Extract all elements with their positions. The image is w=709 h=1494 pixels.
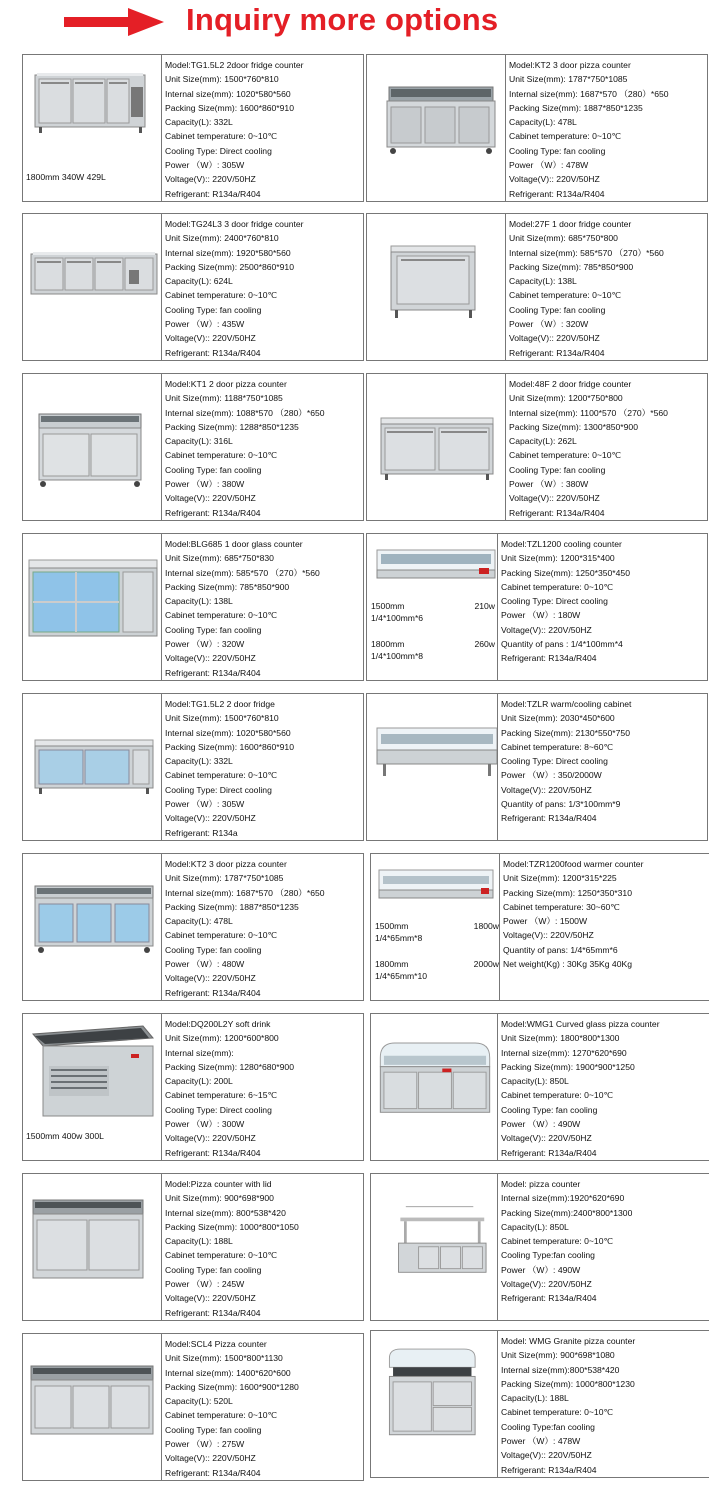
spec-model: Model:TZLR warm/cooling cabinet <box>501 699 632 709</box>
spec-line: Packing Size(mm): 1288*850*1235 <box>165 421 299 432</box>
option-power: 1800w <box>473 921 499 931</box>
spec-line: Internal size(mm): 800*538*420 <box>165 1207 286 1218</box>
spec-line: Capacity(L): 262L <box>509 436 577 447</box>
arrow-right-icon <box>64 8 164 36</box>
spec-line: Voltage(V):: 220V/50HZ <box>501 1133 592 1144</box>
spec-line: Power （W）: 300W <box>165 1119 245 1130</box>
spec-line: Capacity(L): 138L <box>509 276 577 287</box>
spec-list <box>161 214 304 360</box>
spec-line: Refrigerant: R134a/R404 <box>509 188 605 199</box>
spec-line: Voltage(V):: 220V/50HZ <box>165 1293 256 1304</box>
spec-line: Unit Size(mm): 1200*315*400 <box>501 553 615 564</box>
spec-model: Model:KT2 3 door pizza counter <box>165 859 287 869</box>
spec-line: Packing Size(mm): 785*850*900 <box>509 261 634 272</box>
spec-line: Internal size(mm): 1020*580*560 <box>165 727 291 738</box>
spec-line: Cabinet temperature: 0~10℃ <box>165 131 278 142</box>
spec-list <box>161 374 325 520</box>
spec-line: Unit Size(mm): 1200*315*225 <box>503 873 617 884</box>
spec-line: Power （W）: 478W <box>501 1436 581 1447</box>
spec-line: Packing Size(mm): 1600*860*910 <box>165 102 294 113</box>
spec-line: Voltage(V):: 220V/50HZ <box>501 624 592 635</box>
product-image <box>373 1178 497 1290</box>
spec-line: Voltage(V):: 220V/50HZ <box>165 653 256 664</box>
product-card[interactable] <box>22 533 364 681</box>
spec-line: Power （W）: 245W <box>165 1279 245 1290</box>
spec-line: Cooling Type: Direct cooling <box>165 145 272 156</box>
product-image <box>25 59 161 171</box>
product-image <box>25 1178 161 1290</box>
spec-line: Quantity of pans: 1/4*65mm*6 <box>503 944 618 955</box>
spec-line: Packing Size(mm): 1887*850*1235 <box>509 102 643 113</box>
spec-line: Capacity(L): 850L <box>501 1221 569 1232</box>
spec-line: Capacity(L): 200L <box>165 1076 233 1087</box>
spec-line: Cabinet temperature: 0~10℃ <box>501 581 614 592</box>
spec-line: Power （W）: 490W <box>501 1264 581 1275</box>
spec-line: Cabinet temperature: 0~10℃ <box>509 290 622 301</box>
spec-line: Unit Size(mm): 900*698*900 <box>165 1193 274 1204</box>
option-length: 1500mm <box>375 921 409 931</box>
spec-line: Voltage(V):: 220V/50HZ <box>509 174 600 185</box>
spec-model: Model:27F 1 door fridge counter <box>509 219 632 229</box>
spec-line: Voltage(V):: 220V/50HZ <box>509 493 600 504</box>
spec-line: Voltage(V):: 220V/50HZ <box>501 1450 592 1461</box>
spec-line: Packing Size(mm): 1600*860*910 <box>165 741 294 752</box>
spec-line: Cooling Type: Direct cooling <box>165 1104 272 1115</box>
spec-line: Internal size(mm): 1100*570 （270）*560 <box>509 407 668 418</box>
spec-list <box>505 214 664 360</box>
option-pans: 1/4*65mm*8 <box>375 933 423 943</box>
product-card[interactable] <box>22 853 364 1001</box>
spec-line: Power （W）: 435W <box>165 319 245 330</box>
spec-line: Refrigerant: R134a/R404 <box>165 1467 261 1478</box>
spec-line: Power （W）: 480W <box>165 959 245 970</box>
spec-line: Cooling Type: fan cooling <box>165 944 262 955</box>
option-length: 1800mm <box>371 639 405 649</box>
spec-list <box>497 1174 632 1320</box>
spec-line: Packing Size(mm): 1250*350*310 <box>503 887 632 898</box>
spec-line: Cabinet temperature: 0~10℃ <box>165 1410 278 1421</box>
spec-line: Cabinet temperature: 0~10℃ <box>165 1250 278 1261</box>
product-image <box>373 858 509 914</box>
spec-line: Capacity(L): 332L <box>165 756 233 767</box>
spec-line: Voltage(V):: 220V/50HZ <box>165 174 256 185</box>
spec-list <box>497 1331 635 1477</box>
spec-line: Cooling Type:fan cooling <box>501 1421 595 1432</box>
spec-line: Cabinet temperature: 0~10℃ <box>165 290 278 301</box>
spec-line: Cooling Type: fan cooling <box>509 145 606 156</box>
spec-line: Power （W）: 180W <box>501 610 581 621</box>
spec-line: Power （W）: 350/2000W <box>501 770 602 781</box>
spec-line: Quantity of pans : 1/4*100mm*4 <box>501 639 623 650</box>
spec-model: Model:Pizza counter with lid <box>165 1179 272 1189</box>
spec-line: Voltage(V):: 220V/50HZ <box>165 333 256 344</box>
spec-line: Refrigerant: R134a/R404 <box>509 507 605 518</box>
product-card[interactable] <box>366 54 708 202</box>
spec-line: Cooling Type: fan cooling <box>165 1424 262 1435</box>
page-header <box>0 0 709 44</box>
spec-line: Capacity(L): 188L <box>165 1236 233 1247</box>
spec-line: Cooling Type: fan cooling <box>509 304 606 315</box>
product-image <box>373 1335 497 1447</box>
spec-line: Packing Size(mm): 1600*900*1280 <box>165 1381 299 1392</box>
product-image <box>25 218 161 330</box>
spec-line: Unit Size(mm): 685*750*800 <box>509 233 618 244</box>
spec-line: Packing Size(mm):2400*800*1300 <box>501 1207 633 1218</box>
spec-model: Model:BLG685 1 door glass counter <box>165 539 303 549</box>
option-row <box>375 920 499 932</box>
spec-line: Unit Size(mm): 900*698*1080 <box>501 1350 615 1361</box>
spec-line: Refrigerant: R134a/R404 <box>165 987 261 998</box>
spec-list <box>497 694 631 840</box>
spec-line: Internal size(mm): 1687*570 （280）*650 <box>509 88 669 99</box>
spec-line: Power （W）: 305W <box>165 160 245 171</box>
spec-line: Unit Size(mm): 1800*800*1300 <box>501 1033 620 1044</box>
spec-list <box>161 1174 299 1320</box>
spec-line: Packing Size(mm): 2130*550*750 <box>501 727 630 738</box>
spec-line: Unit Size(mm): 1500*760*810 <box>165 713 279 724</box>
product-image <box>25 698 161 810</box>
option-row <box>371 600 495 612</box>
product-card[interactable] <box>366 373 708 521</box>
product-card[interactable] <box>370 1173 709 1321</box>
spec-line: Voltage(V):: 220V/50HZ <box>165 493 256 504</box>
product-image <box>369 59 505 171</box>
spec-line: Refrigerant: R134a/R404 <box>501 813 597 824</box>
spec-list <box>161 854 325 1000</box>
option-length: 1800mm <box>375 959 409 969</box>
product-caption: 1500mm 400w 300L <box>26 1131 104 1141</box>
spec-model: Model:TZL1200 cooling counter <box>501 539 622 549</box>
product-card[interactable] <box>22 1173 364 1321</box>
spec-line: Cooling Type: fan cooling <box>509 464 606 475</box>
spec-line: Cooling Type: fan cooling <box>165 464 262 475</box>
product-image <box>373 1018 497 1130</box>
spec-line: Refrigerant: R134a/R404 <box>509 347 605 358</box>
spec-line: Refrigerant: R134a/R404 <box>501 653 597 664</box>
spec-line: Unit Size(mm): 1787*750*1085 <box>165 873 284 884</box>
spec-line: Packing Size(mm): 1300*850*900 <box>509 421 638 432</box>
page-title[interactable]: Inquiry more options <box>186 2 499 37</box>
product-image <box>25 858 161 970</box>
spec-line: Cooling Type: fan cooling <box>165 624 262 635</box>
spec-line: Net weight(Kg) : 30Kg 35Kg 40Kg <box>503 959 632 970</box>
spec-line: Refrigerant: R134a/R404 <box>501 1464 597 1475</box>
spec-list <box>161 694 294 840</box>
spec-line: Cabinet temperature: 0~10℃ <box>509 450 622 461</box>
spec-line: Packing Size(mm): 785*850*900 <box>165 581 290 592</box>
spec-line: Refrigerant: R134a/R404 <box>165 347 261 358</box>
spec-line: Internal size(mm): 1270*620*690 <box>501 1047 627 1058</box>
spec-model: Model: WMG Granite pizza counter <box>501 1336 636 1346</box>
spec-line: Capacity(L): 316L <box>165 436 233 447</box>
spec-list <box>505 55 669 201</box>
product-card[interactable] <box>370 1013 709 1161</box>
spec-line: Refrigerant: R134a/R404 <box>165 188 261 199</box>
spec-line: Unit Size(mm): 1188*750*1085 <box>165 393 283 404</box>
option-length: 1500mm <box>371 601 405 611</box>
spec-line: Internal size(mm): 1400*620*600 <box>165 1367 291 1378</box>
spec-line: Capacity(L): 520L <box>165 1396 233 1407</box>
option-list <box>371 600 495 662</box>
spec-line: Cooling Type: fan cooling <box>165 1264 262 1275</box>
spec-line: Internal size(mm): 1687*570 （280）*650 <box>165 887 325 898</box>
spec-list <box>505 374 668 520</box>
spec-line: Capacity(L): 188L <box>501 1393 569 1404</box>
product-card[interactable] <box>366 693 708 841</box>
spec-model: Model:DQ200L2Y soft drink <box>165 1019 271 1029</box>
option-list <box>375 920 499 982</box>
spec-list <box>499 854 643 1000</box>
product-image <box>369 218 505 330</box>
spec-line: Packing Size(mm): 1250*350*450 <box>501 567 630 578</box>
spec-line: Internal size(mm): <box>165 1047 234 1058</box>
spec-line: Packing Size(mm): 1000*800*1050 <box>165 1221 299 1232</box>
product-image <box>25 378 161 490</box>
spec-line: Cabinet temperature: 0~10℃ <box>165 930 278 941</box>
spec-model: Model:TG1.5L2 2 door fridge <box>165 699 275 709</box>
spec-line: Cooling Type: Direct cooling <box>501 596 608 607</box>
spec-line: Packing Size(mm): 2500*860*910 <box>165 261 294 272</box>
spec-line: Packing Size(mm): 1000*800*1230 <box>501 1378 635 1389</box>
spec-line: Internal size(mm): 585*570 （270）*560 <box>509 247 664 258</box>
spec-line: Unit Size(mm): 2030*450*600 <box>501 713 615 724</box>
product-card[interactable] <box>370 1330 709 1478</box>
spec-line: Power （W）: 305W <box>165 799 245 810</box>
spec-line: Unit Size(mm): 1200*750*800 <box>509 393 623 404</box>
spec-list <box>497 534 630 680</box>
option-pans: 1/4*65mm*10 <box>375 971 428 981</box>
spec-line: Refrigerant: R134a/R404 <box>501 1147 597 1158</box>
product-caption: 1800mm 340W 429L <box>26 172 106 182</box>
spec-model: Model:TG1.5L2 2door fridge counter <box>165 60 304 70</box>
spec-line: Unit Size(mm): 1787*750*1085 <box>509 74 628 85</box>
spec-line: Internal size(mm): 1920*580*560 <box>165 247 291 258</box>
spec-line: Internal size(mm):1920*620*690 <box>501 1193 625 1204</box>
spec-line: Cabinet temperature: 8~60℃ <box>501 741 614 752</box>
product-card[interactable] <box>22 1333 364 1481</box>
spec-line: Cabinet temperature: 0~10℃ <box>509 131 622 142</box>
spec-line: Voltage(V):: 220V/50HZ <box>165 813 256 824</box>
spec-model: Model:TG24L3 3 door fridge counter <box>165 219 304 229</box>
spec-line: Refrigerant: R134a/R404 <box>501 1293 597 1304</box>
spec-line: Voltage(V):: 220V/50HZ <box>509 333 600 344</box>
spec-line: Quantity of pans: 1/3*100mm*9 <box>501 799 621 810</box>
product-card[interactable] <box>22 54 364 202</box>
spec-line: Refrigerant: R134a <box>165 827 238 838</box>
spec-line: Voltage(V):: 220V/50HZ <box>165 973 256 984</box>
product-card[interactable] <box>22 1013 364 1161</box>
spec-line: Cabinet temperature: 0~10℃ <box>501 1407 614 1418</box>
spec-list <box>497 1014 660 1160</box>
spec-line: Unit Size(mm): 1500*760*810 <box>165 74 279 85</box>
spec-line: Refrigerant: R134a/R404 <box>165 507 261 518</box>
spec-line: Internal size(mm): 1088*570 （280）*650 <box>165 407 325 418</box>
spec-line: Capacity(L): 850L <box>501 1076 569 1087</box>
spec-line: Cabinet temperature: 0~10℃ <box>165 610 278 621</box>
spec-line: Voltage(V):: 220V/50HZ <box>165 1453 256 1464</box>
product-image <box>369 378 505 490</box>
option-pans: 1/4*100mm*8 <box>371 651 424 661</box>
spec-model: Model:KT2 3 door pizza counter <box>509 60 631 70</box>
spec-line: Capacity(L): 332L <box>165 117 233 128</box>
spec-line: Refrigerant: R134a/R404 <box>165 1307 261 1318</box>
option-power: 210w <box>474 601 495 611</box>
spec-line: Cabinet temperature: 0~10℃ <box>501 1236 614 1247</box>
spec-line: Unit Size(mm): 1200*600*800 <box>165 1033 279 1044</box>
spec-line: Unit Size(mm): 2400*760*810 <box>165 233 279 244</box>
spec-list <box>161 55 304 201</box>
spec-line: Internal size(mm):800*538*420 <box>501 1364 620 1375</box>
spec-line: Power （W）: 275W <box>165 1439 245 1450</box>
spec-line: Cooling Type: Direct cooling <box>501 756 608 767</box>
spec-model: Model:SCL4 Pizza counter <box>165 1339 267 1349</box>
spec-line: Packing Size(mm): 1900*900*1250 <box>501 1061 635 1072</box>
option-row <box>371 638 495 650</box>
spec-line: Capacity(L): 138L <box>165 596 233 607</box>
spec-line: Capacity(L): 624L <box>165 276 233 287</box>
spec-line: Voltage(V):: 220V/50HZ <box>503 930 594 941</box>
product-card[interactable] <box>22 213 364 361</box>
product-image <box>25 1018 161 1130</box>
spec-line: Cabinet temperature: 30~60℃ <box>503 901 620 912</box>
spec-line: Power （W）: 1500W <box>503 916 588 927</box>
spec-line: Internal size(mm): 1020*580*560 <box>165 88 291 99</box>
product-card[interactable] <box>366 213 708 361</box>
spec-list <box>161 534 320 680</box>
option-pans: 1/4*100mm*6 <box>371 613 424 623</box>
spec-line: Power （W）: 490W <box>501 1119 581 1130</box>
product-image <box>369 698 505 810</box>
spec-line: Cooling Type: fan cooling <box>501 1104 598 1115</box>
option-row <box>375 958 499 970</box>
product-card[interactable] <box>22 693 364 841</box>
product-card[interactable] <box>370 853 709 1001</box>
spec-line: Cooling Type: fan cooling <box>165 304 262 315</box>
product-image <box>25 538 161 650</box>
spec-model: Model:WMG1 Curved glass pizza counter <box>501 1019 660 1029</box>
product-card[interactable] <box>22 373 364 521</box>
spec-line: Power （W）: 320W <box>509 319 589 330</box>
option-power: 260w <box>474 639 495 649</box>
spec-line: Voltage(V):: 220V/50HZ <box>501 784 592 795</box>
spec-line: Refrigerant: R134a/R404 <box>165 1147 261 1158</box>
spec-line: Power （W）: 320W <box>165 639 245 650</box>
spec-line: Power （W）: 380W <box>509 479 589 490</box>
spec-line: Power （W）: 478W <box>509 160 589 171</box>
product-image <box>369 538 505 594</box>
spec-line: Power （W）: 380W <box>165 479 245 490</box>
spec-model: Model:KT1 2 door pizza counter <box>165 379 287 389</box>
spec-model: Model:48F 2 door fridge counter <box>509 379 632 389</box>
spec-line: Unit Size(mm): 685*750*830 <box>165 553 274 564</box>
spec-line: Capacity(L): 478L <box>509 117 577 128</box>
spec-line: Cooling Type:fan cooling <box>501 1250 595 1261</box>
option-power: 2000w <box>473 959 499 969</box>
spec-line: Cooling Type: Direct cooling <box>165 784 272 795</box>
spec-model: Model:TZR1200food warmer counter <box>503 859 644 869</box>
spec-line: Voltage(V):: 220V/50HZ <box>501 1279 592 1290</box>
product-card[interactable] <box>366 533 708 681</box>
spec-line: Packing Size(mm): 1887*850*1235 <box>165 901 299 912</box>
product-image <box>25 1338 161 1450</box>
spec-line: Cabinet temperature: 0~10℃ <box>501 1090 614 1101</box>
spec-line: Cabinet temperature: 6~15℃ <box>165 1090 278 1101</box>
spec-line: Cabinet temperature: 0~10℃ <box>165 450 278 461</box>
spec-model: Model: pizza counter <box>501 1179 581 1189</box>
spec-line: Cabinet temperature: 0~10℃ <box>165 770 278 781</box>
spec-list <box>161 1334 299 1480</box>
spec-list <box>161 1014 294 1160</box>
spec-line: Internal size(mm): 585*570 （270）*560 <box>165 567 320 578</box>
spec-line: Voltage(V):: 220V/50HZ <box>165 1133 256 1144</box>
spec-line: Refrigerant: R134a/R404 <box>165 667 261 678</box>
spec-line: Unit Size(mm): 1500*800*1130 <box>165 1353 283 1364</box>
spec-line: Packing Size(mm): 1280*680*900 <box>165 1061 294 1072</box>
spec-line: Capacity(L): 478L <box>165 916 233 927</box>
